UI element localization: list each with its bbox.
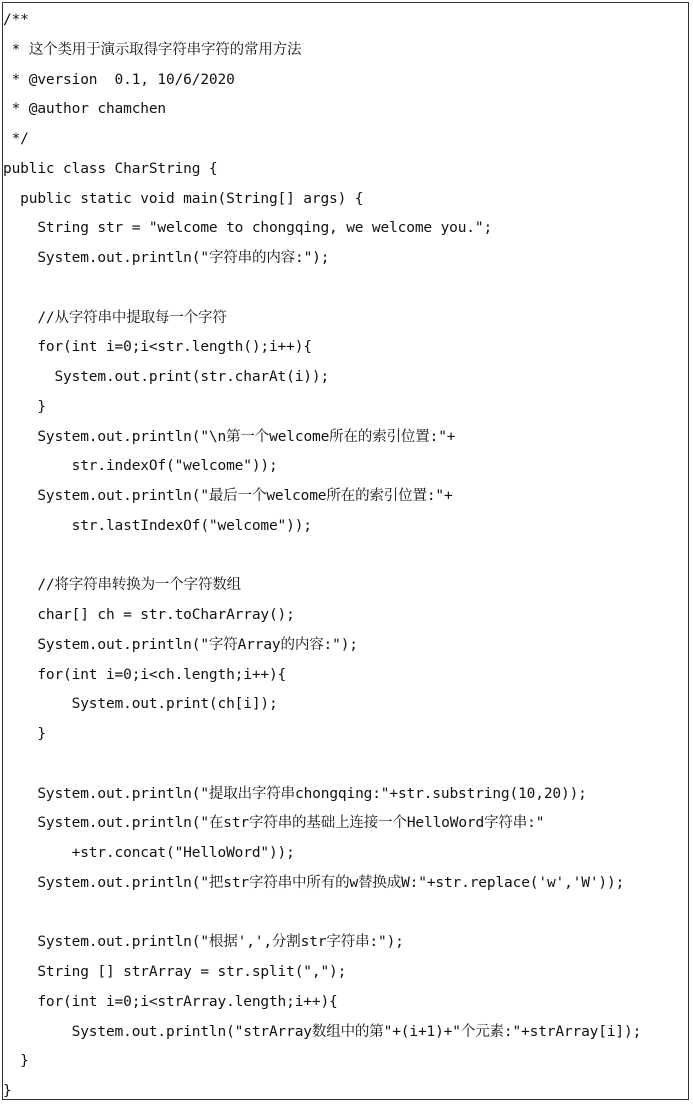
code-line: //从字符串中提取每一个字符 [3, 309, 227, 326]
code-listing [2, 2, 689, 1100]
code-line: System.out.println("strArray数组中的第"+(i+1)+"个元素:"+strArray[i]); [3, 1023, 642, 1040]
code-line: for(int i=0;i<strArray.length;i++){ [3, 993, 338, 1010]
code-line: for(int i=0;i<str.length();i++){ [3, 339, 312, 356]
code-line: System.out.println("提取出字符串chongqing:"+str.substring(10,20)); [3, 785, 587, 802]
code-line: +str.concat("HelloWord")); [3, 845, 295, 861]
code-line: System.out.print(ch[i]); [3, 696, 278, 713]
code-line: str.lastIndexOf("welcome")); [3, 517, 312, 534]
code-line: System.out.println("字符Array的内容:"); [3, 636, 358, 653]
code-line: * @version 0.1, 10/6/2020 [3, 71, 235, 88]
code-line: public static void main(String[] args) { [3, 190, 364, 207]
code-line [3, 899, 688, 929]
code-line: for(int i=0;i<ch.length;i++){ [3, 666, 287, 683]
code-line: char[] ch = str.toCharArray(); [3, 607, 295, 623]
code-line: System.out.println("根据',',分割str字符串:"); [3, 934, 404, 951]
code-line: */ [3, 131, 29, 147]
code-line: * 这个类用于演示取得字符串字符的常用方法 [3, 41, 302, 58]
code-lines [3, 6, 688, 1107]
code-line: str.indexOf("welcome")); [3, 458, 278, 475]
code-line: String str = "welcome to chongqing, we welcome you."; [3, 220, 493, 237]
code-line [3, 542, 688, 572]
code-line: //将字符串转换为一个字符数组 [3, 577, 242, 594]
code-line: } [3, 1083, 12, 1099]
code-line: * @author chamchen [3, 101, 167, 118]
code-line: System.out.println("最后一个welcome所在的索引位置:"+ [3, 488, 453, 504]
code-line: } [3, 1053, 29, 1070]
code-line: System.out.print(str.charAt(i)); [3, 369, 330, 385]
code-line [3, 274, 688, 304]
code-line: System.out.println("字符串的内容:"); [3, 250, 330, 266]
code-line: System.out.println("把str字符串中所有的w替换成W:"+str.replace('w','W')); [3, 874, 625, 891]
code-line: } [3, 726, 46, 742]
code-line: System.out.println("\n第一个welcome所在的索引位置:"+ [3, 428, 456, 445]
code-line: public class CharString { [3, 160, 218, 177]
code-line: /** [3, 12, 29, 28]
code-line: } [3, 398, 46, 415]
code-line: String [] strArray = str.split(","); [3, 964, 347, 980]
code-line: System.out.println("在str字符串的基础上连接一个HelloWord字符串:" [3, 815, 545, 832]
code-line [3, 750, 688, 780]
